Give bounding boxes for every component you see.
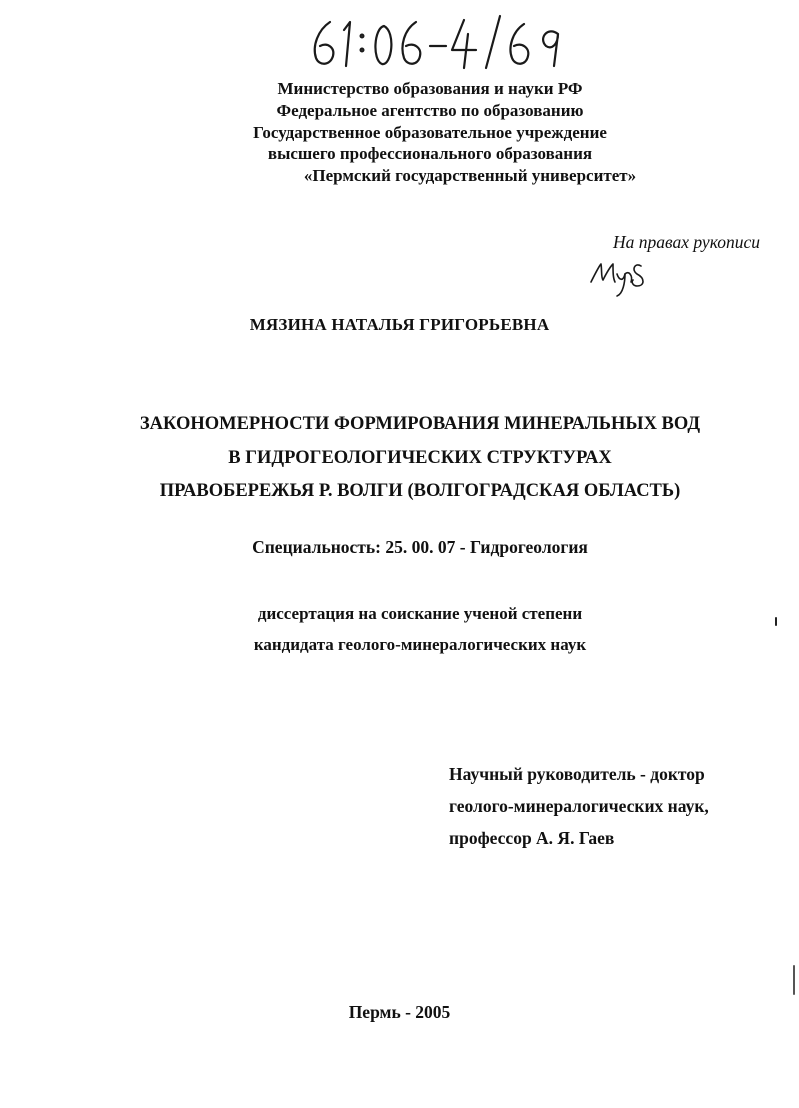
education-level-line: высшего профессионального образования xyxy=(267,144,593,164)
ministry-line: Министерство образования и науки РФ xyxy=(277,79,583,98)
scientific-advisor xyxy=(449,758,769,854)
agency-line: Федеральное агентство по образованию xyxy=(276,100,584,120)
degree-line-2: кандидата геолого-минералогических наук xyxy=(253,635,587,654)
author-name: МЯЗИНА НАТАЛЬЯ ГРИГОРЬЕВНА xyxy=(249,315,550,334)
title-line-2: В ГИДРОГЕОЛОГИЧЕСКИХ СТРУКТУРАХ xyxy=(228,447,612,468)
institution-type-line: Государственное образовательное учреждение xyxy=(253,122,607,142)
title-line-3: ПРАВОБЕРЕЖЬЯ Р. ВОЛГИ (ВОЛГОГРАДСКАЯ ОБЛАСТЬ) xyxy=(159,481,681,501)
manuscript-rights-note: На правах рукописи xyxy=(613,232,760,252)
advisor-line-1: Научный руководитель - доктор xyxy=(449,764,705,784)
degree-line-1: диссертация на соискание ученой степени xyxy=(257,604,583,623)
organization-header xyxy=(180,78,680,187)
university-name-line: «Пермский государственный университет» xyxy=(303,166,637,186)
title-line-1: ЗАКОНОМЕРНОСТИ ФОРМИРОВАНИЯ МИНЕРАЛЬНЫХ ВОД xyxy=(139,414,701,434)
dissertation-title xyxy=(100,408,740,509)
scan-speck xyxy=(793,965,795,995)
handwritten-catalog-code xyxy=(300,8,580,70)
scan-speck xyxy=(775,617,777,626)
author-signature xyxy=(585,252,665,298)
city-and-year: Пермь - 2005 xyxy=(348,1002,451,1022)
advisor-line-2: геолого-минералогических наук, xyxy=(449,796,709,816)
advisor-line-3: профессор А. Я. Гаев xyxy=(449,828,615,848)
specialty-line: Специальность: 25. 00. 07 - Гидрогеология xyxy=(252,537,588,557)
degree-statement xyxy=(100,598,740,660)
